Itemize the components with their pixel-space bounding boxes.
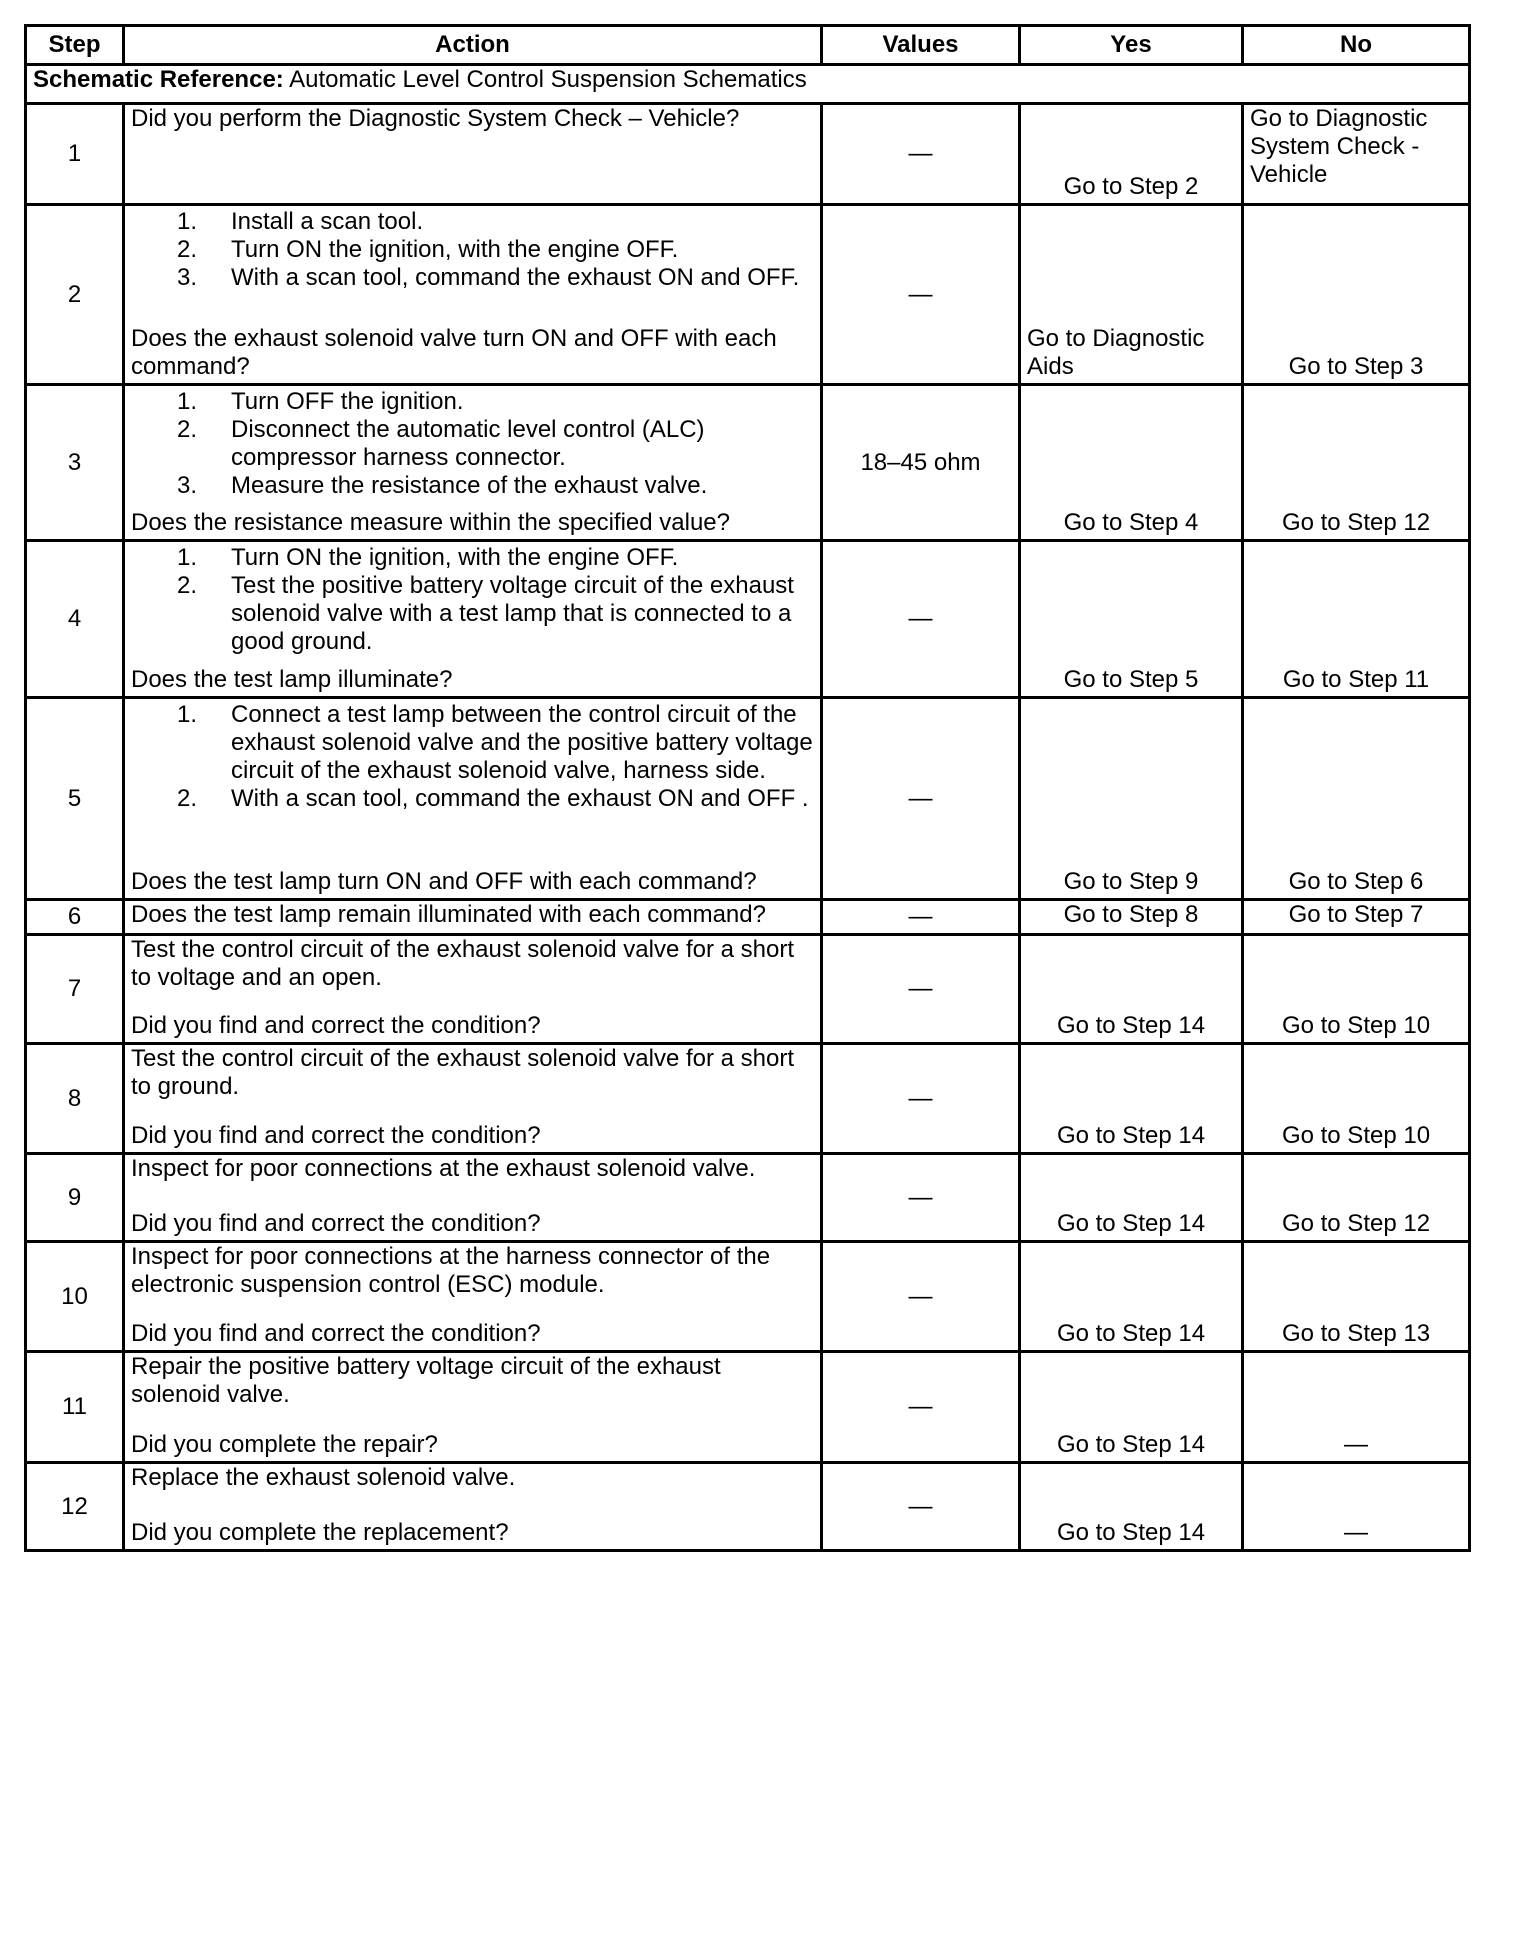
yes-action-text: Go to Step 4 bbox=[1063, 509, 1199, 536]
substep-number: 2. bbox=[177, 416, 198, 443]
substep-list bbox=[131, 208, 814, 292]
action-question: Did you find and correct the condition? bbox=[131, 1320, 541, 1347]
substep-text: Connect a test lamp between the control circuit of the exhaust solenoid valve and the positive battery voltage circuit of the exhaust solenoid valve, harness side. bbox=[231, 701, 813, 784]
value-cell: — bbox=[822, 104, 1020, 205]
table-row bbox=[26, 205, 1470, 385]
substep-item bbox=[177, 785, 814, 813]
yes-cell bbox=[1020, 1242, 1243, 1352]
yes-action-text: Go to Step 5 bbox=[1063, 666, 1199, 693]
yes-action-text: Go to Step 14 bbox=[1056, 1012, 1206, 1039]
table-row bbox=[26, 1154, 1470, 1242]
substep-number: 1. bbox=[177, 388, 198, 415]
no-cell bbox=[1243, 698, 1470, 900]
action-cell bbox=[124, 935, 822, 1044]
no-action-text: Go to Step 12 bbox=[1281, 509, 1431, 536]
substep-number: 2. bbox=[177, 785, 198, 812]
substep-list bbox=[131, 544, 814, 656]
substep-number: 3. bbox=[177, 472, 198, 499]
substep-number: 2. bbox=[177, 572, 198, 599]
no-cell bbox=[1243, 1352, 1470, 1463]
yes-action-text: Go to Step 14 bbox=[1056, 1122, 1206, 1149]
header-values: Values bbox=[822, 26, 1020, 65]
no-action-text: Go to Step 10 bbox=[1281, 1012, 1431, 1039]
yes-cell bbox=[1020, 104, 1243, 205]
yes-action-text: Go to Step 14 bbox=[1056, 1320, 1206, 1347]
step-number: 4 bbox=[26, 541, 124, 698]
yes-cell bbox=[1020, 1352, 1243, 1463]
substep-list bbox=[131, 701, 814, 813]
yes-action-text: Go to Step 14 bbox=[1056, 1210, 1206, 1237]
step-number: 3 bbox=[26, 385, 124, 541]
schematic-reference-row bbox=[26, 65, 1470, 104]
substep-item bbox=[177, 701, 814, 785]
substep-item bbox=[177, 264, 814, 292]
schematic-reference-text: Automatic Level Control Suspension Schematics bbox=[289, 66, 807, 93]
action-cell bbox=[124, 1352, 822, 1463]
schematic-reference bbox=[26, 65, 1470, 104]
action-text: Repair the positive battery voltage circuit of the exhaust solenoid valve. bbox=[131, 1353, 721, 1408]
action-cell bbox=[124, 541, 822, 698]
action-cell bbox=[124, 698, 822, 900]
substep-list bbox=[131, 388, 814, 500]
header-action: Action bbox=[124, 26, 822, 65]
action-question: Does the exhaust solenoid valve turn ON and OFF with each command? bbox=[131, 325, 777, 380]
step-number: 6 bbox=[26, 900, 124, 935]
value-cell: — bbox=[822, 935, 1020, 1044]
action-question: Does the resistance measure within the specified value? bbox=[131, 509, 730, 536]
action-question: Does the test lamp turn ON and OFF with each command? bbox=[131, 868, 757, 895]
no-action-text: Go to Step 7 bbox=[1288, 901, 1424, 928]
action-text: Does the test lamp remain illuminated with each command? bbox=[131, 901, 766, 928]
yes-action-text: Go to Step 9 bbox=[1063, 868, 1199, 895]
step-number: 7 bbox=[26, 935, 124, 1044]
action-question: Does the test lamp illuminate? bbox=[131, 666, 453, 693]
substep-number: 1. bbox=[177, 208, 198, 235]
action-text: Replace the exhaust solenoid valve. bbox=[131, 1464, 516, 1491]
substep-item bbox=[177, 572, 814, 656]
no-action-text: Go to Step 6 bbox=[1288, 868, 1424, 895]
yes-action-text: Go to Step 8 bbox=[1063, 901, 1199, 928]
yes-action-text: Go to Step 14 bbox=[1056, 1431, 1206, 1458]
yes-action-text: Go to Step 14 bbox=[1056, 1519, 1206, 1546]
substep-text: With a scan tool, command the exhaust ON and OFF . bbox=[231, 785, 809, 812]
yes-cell bbox=[1020, 900, 1243, 935]
action-text: Did you perform the Diagnostic System Check – Vehicle? bbox=[131, 105, 740, 132]
yes-cell bbox=[1020, 205, 1243, 385]
action-question: Did you find and correct the condition? bbox=[131, 1210, 541, 1237]
table-row bbox=[26, 385, 1470, 541]
substep-number: 1. bbox=[177, 701, 198, 728]
action-cell bbox=[124, 1242, 822, 1352]
no-cell bbox=[1243, 385, 1470, 541]
substep-text: Install a scan tool. bbox=[231, 208, 424, 235]
table-row bbox=[26, 1352, 1470, 1463]
action-cell bbox=[124, 1044, 822, 1154]
header-no: No bbox=[1243, 26, 1470, 65]
action-cell bbox=[124, 900, 822, 935]
header-step: Step bbox=[26, 26, 124, 65]
step-number: 12 bbox=[26, 1463, 124, 1551]
substep-text: With a scan tool, command the exhaust ON and OFF. bbox=[231, 264, 800, 291]
substep-text: Turn OFF the ignition. bbox=[231, 388, 464, 415]
yes-action-text: Go to Step 2 bbox=[1063, 173, 1199, 200]
action-text: Inspect for poor connections at the harness connector of the electronic suspension control (ESC) module. bbox=[131, 1243, 771, 1298]
no-action-text: Go to Diagnostic System Check - Vehicle bbox=[1250, 105, 1428, 188]
no-action-text: Go to Step 13 bbox=[1281, 1320, 1431, 1347]
substep-text: Test the positive battery voltage circuit of the exhaust solenoid valve with a test lamp that is connected to a good ground. bbox=[231, 572, 794, 655]
no-cell bbox=[1243, 205, 1470, 385]
step-number: 2 bbox=[26, 205, 124, 385]
table-row bbox=[26, 1463, 1470, 1551]
no-cell bbox=[1243, 1154, 1470, 1242]
no-cell bbox=[1243, 1044, 1470, 1154]
substep-text: Disconnect the automatic level control (ALC) compressor harness connector. bbox=[231, 416, 705, 471]
value-cell: — bbox=[822, 698, 1020, 900]
yes-cell bbox=[1020, 698, 1243, 900]
no-cell bbox=[1243, 1242, 1470, 1352]
no-action-text: Go to Step 11 bbox=[1282, 666, 1430, 693]
step-number: 8 bbox=[26, 1044, 124, 1154]
no-action-text: Go to Step 12 bbox=[1281, 1210, 1431, 1237]
step-number: 1 bbox=[26, 104, 124, 205]
step-number: 5 bbox=[26, 698, 124, 900]
substep-number: 3. bbox=[177, 264, 198, 291]
yes-cell bbox=[1020, 385, 1243, 541]
substep-number: 1. bbox=[177, 544, 198, 571]
no-action-text: — bbox=[1344, 1431, 1368, 1458]
step-number: 9 bbox=[26, 1154, 124, 1242]
step-number: 11 bbox=[26, 1352, 124, 1463]
substep-item bbox=[177, 208, 814, 236]
yes-cell bbox=[1020, 1463, 1243, 1551]
substep-item bbox=[177, 472, 814, 500]
schematic-reference-label: Schematic Reference: bbox=[33, 66, 284, 93]
value-cell: — bbox=[822, 900, 1020, 935]
substep-item bbox=[177, 544, 814, 572]
substep-item bbox=[177, 388, 814, 416]
no-cell bbox=[1243, 104, 1470, 205]
value-cell: — bbox=[822, 541, 1020, 698]
substep-item bbox=[177, 236, 814, 264]
table-row bbox=[26, 1044, 1470, 1154]
substep-text: Measure the resistance of the exhaust valve. bbox=[231, 472, 708, 499]
no-action-text: — bbox=[1344, 1519, 1368, 1546]
action-cell bbox=[124, 205, 822, 385]
action-question: Did you complete the replacement? bbox=[131, 1519, 509, 1546]
no-action-text: Go to Step 3 bbox=[1288, 353, 1424, 380]
value-cell: — bbox=[822, 1154, 1020, 1242]
substep-text: Turn ON the ignition, with the engine OFF. bbox=[231, 236, 679, 263]
yes-action-text: Go to Diagnostic Aids bbox=[1027, 325, 1205, 380]
value-cell: — bbox=[822, 1463, 1020, 1551]
value-cell: — bbox=[822, 1044, 1020, 1154]
no-cell bbox=[1243, 935, 1470, 1044]
table-row bbox=[26, 935, 1470, 1044]
table-row bbox=[26, 104, 1470, 205]
header-row bbox=[26, 26, 1470, 65]
table-row bbox=[26, 541, 1470, 698]
action-cell bbox=[124, 385, 822, 541]
value-cell: 18–45 ohm bbox=[822, 385, 1020, 541]
yes-cell bbox=[1020, 541, 1243, 698]
action-text: Test the control circuit of the exhaust solenoid valve for a short to voltage and an open. bbox=[131, 936, 795, 991]
value-cell: — bbox=[822, 1352, 1020, 1463]
no-cell bbox=[1243, 900, 1470, 935]
substep-number: 2. bbox=[177, 236, 198, 263]
action-cell bbox=[124, 1463, 822, 1551]
diagnostic-table bbox=[24, 24, 1471, 1552]
yes-cell bbox=[1020, 1044, 1243, 1154]
substep-item bbox=[177, 416, 814, 472]
no-cell bbox=[1243, 541, 1470, 698]
yes-cell bbox=[1020, 1154, 1243, 1242]
action-question: Did you find and correct the condition? bbox=[131, 1122, 541, 1149]
yes-cell bbox=[1020, 935, 1243, 1044]
value-cell: — bbox=[822, 205, 1020, 385]
value-cell: — bbox=[822, 1242, 1020, 1352]
table-row bbox=[26, 698, 1470, 900]
action-question: Did you find and correct the condition? bbox=[131, 1012, 541, 1039]
step-number: 10 bbox=[26, 1242, 124, 1352]
action-text: Test the control circuit of the exhaust solenoid valve for a short to ground. bbox=[131, 1045, 795, 1100]
action-cell bbox=[124, 104, 822, 205]
no-action-text: Go to Step 10 bbox=[1281, 1122, 1431, 1149]
no-cell bbox=[1243, 1463, 1470, 1551]
substep-text: Turn ON the ignition, with the engine OFF. bbox=[231, 544, 679, 571]
action-cell bbox=[124, 1154, 822, 1242]
action-question: Did you complete the repair? bbox=[131, 1431, 438, 1458]
header-yes: Yes bbox=[1020, 26, 1243, 65]
action-text: Inspect for poor connections at the exhaust solenoid valve. bbox=[131, 1155, 756, 1182]
table-row bbox=[26, 1242, 1470, 1352]
table-row bbox=[26, 900, 1470, 935]
